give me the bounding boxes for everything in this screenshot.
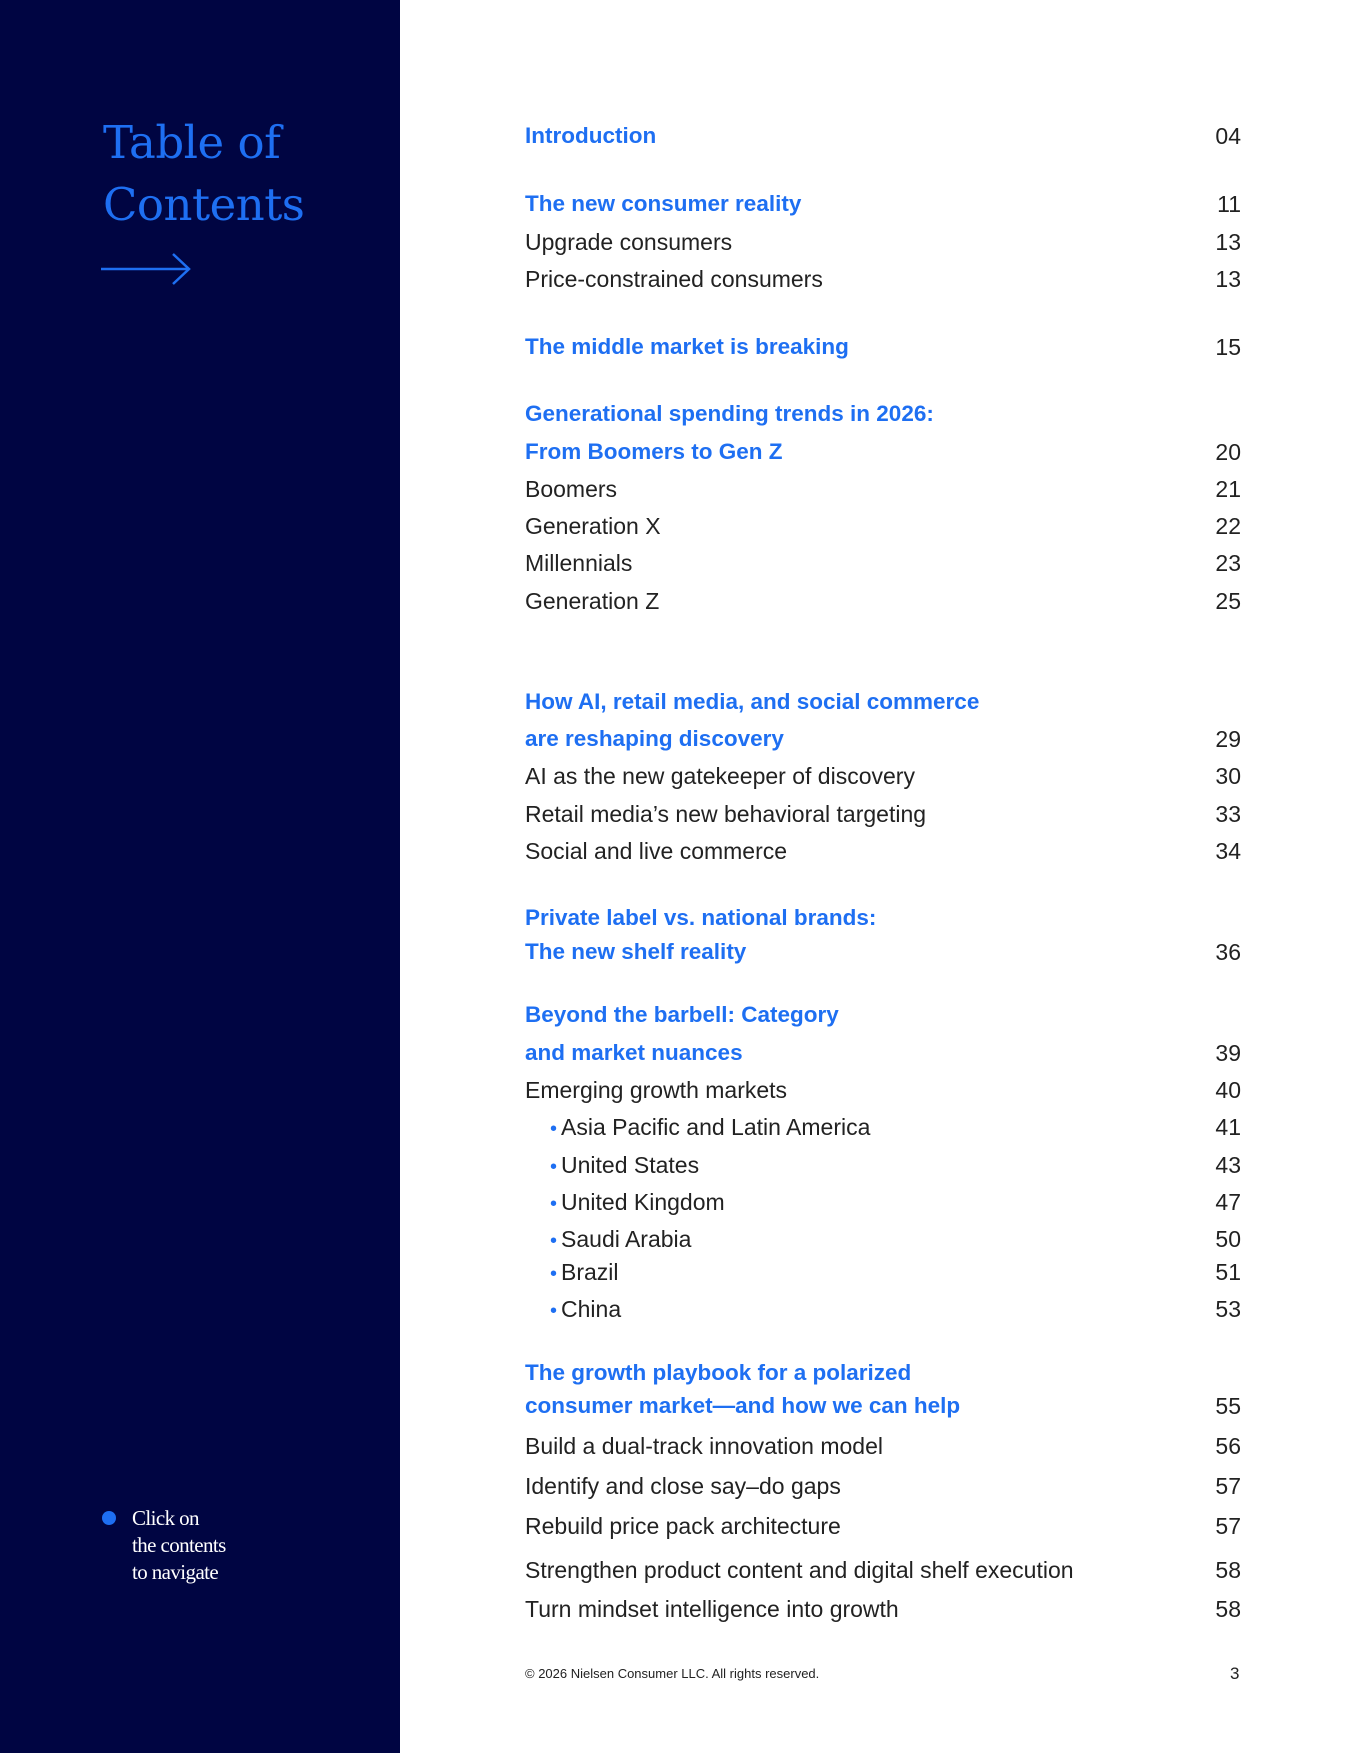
title-line-2: Contents	[103, 178, 305, 231]
toc-link-growth-playbook[interactable]	[525, 1386, 1241, 1426]
toc-link-generation-z[interactable]	[525, 581, 1241, 621]
toc-link-ai-gatekeeper[interactable]	[525, 756, 1241, 796]
toc-label: Introduction	[525, 123, 657, 148]
toc-label: Price-constrained consumers	[525, 265, 823, 292]
toc-link-dual-track[interactable]	[525, 1426, 1241, 1466]
hint-line-2: the contents	[132, 1533, 226, 1557]
toc-label: United States	[561, 1151, 700, 1178]
toc-link-brazil[interactable]	[525, 1252, 1241, 1292]
toc-label: The new shelf reality	[525, 939, 747, 964]
bullet-icon: •	[550, 1192, 558, 1215]
toc-page: 47	[1215, 1188, 1241, 1215]
toc-page: 15	[1215, 333, 1241, 360]
toc-page: 13	[1215, 228, 1241, 255]
toc-page: 41	[1215, 1113, 1241, 1140]
toc-link-mindset-intelligence[interactable]	[525, 1589, 1241, 1629]
bullet-icon: •	[550, 1117, 558, 1140]
toc-page: 57	[1215, 1512, 1241, 1539]
toc-label: are reshaping discovery	[525, 726, 784, 751]
toc-link-china[interactable]	[525, 1289, 1241, 1329]
toc-label: Generational spending trends in 2026:	[525, 401, 934, 426]
bullet-icon: •	[550, 1299, 558, 1322]
toc-label: Emerging growth markets	[525, 1076, 788, 1103]
toc-page: 11	[1217, 190, 1241, 217]
toc-page: 58	[1215, 1595, 1241, 1622]
toc-page: 23	[1215, 549, 1241, 576]
toc-label: China	[561, 1295, 622, 1322]
toc-link-retail-media[interactable]	[525, 794, 1241, 834]
page-number: 3	[1230, 1664, 1240, 1683]
toc-page: 58	[1215, 1556, 1241, 1583]
toc-link-millennials[interactable]	[525, 543, 1241, 583]
toc-page: 55	[1215, 1392, 1241, 1419]
toc-label: Social and live commerce	[525, 837, 788, 864]
toc-link-asia-pacific[interactable]	[525, 1107, 1241, 1147]
toc-link-say-do-gaps[interactable]	[525, 1466, 1241, 1506]
toc-page: 22	[1215, 512, 1241, 539]
toc-page: 34	[1215, 837, 1241, 864]
copyright-notice: © 2026 Nielsen Consumer LLC. All rights reserved.	[525, 1666, 820, 1681]
toc-link-ai-retail[interactable]	[525, 719, 1241, 759]
toc-link-barbell[interactable]	[525, 1033, 1241, 1073]
toc-page: 39	[1215, 1039, 1241, 1066]
toc-link-new-consumer-reality[interactable]	[525, 184, 1241, 224]
toc-page: 21	[1215, 475, 1241, 502]
toc-label: Identify and close say–do gaps	[525, 1472, 841, 1499]
toc-page: 20	[1215, 438, 1241, 465]
toc-page: 04	[1215, 122, 1241, 149]
toc-label: From Boomers to Gen Z	[525, 439, 783, 464]
toc-label: Generation Z	[525, 587, 660, 614]
toc-label: and market nuances	[525, 1040, 743, 1065]
toc-label: Beyond the barbell: Category	[525, 1002, 839, 1027]
toc-label: The new consumer reality	[525, 191, 802, 216]
toc-link-emerging-markets[interactable]	[525, 1070, 1241, 1110]
toc-label: AI as the new gatekeeper of discovery	[525, 762, 915, 789]
bullet-icon: •	[550, 1229, 558, 1252]
toc-label: Strengthen product content and digital shelf execution	[525, 1556, 1074, 1583]
toc-link-united-kingdom[interactable]	[525, 1182, 1241, 1222]
toc-link-introduction[interactable]	[525, 116, 1241, 156]
toc-label: The middle market is breaking	[525, 334, 849, 359]
toc-page: 57	[1215, 1472, 1241, 1499]
toc-link-middle-market[interactable]	[525, 327, 1241, 367]
toc-label: Brazil	[561, 1258, 619, 1285]
toc-page: 53	[1215, 1295, 1241, 1322]
hint-line-1: Click on	[132, 1506, 199, 1530]
toc-link-boomers[interactable]	[525, 469, 1241, 509]
toc-page: 43	[1215, 1151, 1241, 1178]
toc-page: 56	[1215, 1432, 1241, 1459]
bullet-icon: •	[550, 1155, 558, 1178]
toc-link-ai-retail-line-1[interactable]	[525, 682, 1241, 722]
toc-link-price-constrained-consumers[interactable]	[525, 259, 1241, 299]
toc-link-private-label[interactable]	[525, 932, 1241, 972]
toc-page: 30	[1215, 762, 1241, 789]
toc-link-social-commerce[interactable]	[525, 831, 1241, 871]
toc-label: Retail media’s new behavioral targeting	[525, 800, 927, 827]
toc-page: 51	[1215, 1258, 1241, 1285]
toc-label: How AI, retail media, and social commerce	[525, 689, 980, 714]
toc-label: Boomers	[525, 475, 618, 502]
toc-label: Millennials	[525, 549, 633, 576]
toc-link-product-content[interactable]	[525, 1550, 1241, 1590]
toc-label: Saudi Arabia	[561, 1225, 692, 1252]
toc-label: Rebuild price pack architecture	[525, 1512, 841, 1539]
toc-label: Build a dual-track innovation model	[525, 1432, 883, 1459]
toc-link-generational-line-1[interactable]	[525, 394, 1241, 434]
toc-label: United Kingdom	[561, 1188, 725, 1215]
toc-page: 36	[1215, 938, 1241, 965]
hint-line-3: to navigate	[132, 1560, 219, 1584]
toc-page: 50	[1215, 1225, 1241, 1252]
toc-page: 33	[1215, 800, 1241, 827]
bullet-icon: •	[550, 1262, 558, 1285]
title-line-1: Table of	[103, 116, 281, 169]
toc-link-generational[interactable]	[525, 432, 1241, 472]
toc-link-upgrade-consumers[interactable]	[525, 222, 1241, 262]
toc-page: 29	[1215, 725, 1241, 752]
toc-label: Turn mindset intelligence into growth	[525, 1595, 899, 1622]
toc-label: The growth playbook for a polarized	[525, 1360, 912, 1385]
toc-label: Generation X	[525, 512, 661, 539]
toc-link-price-pack[interactable]	[525, 1506, 1241, 1546]
toc-label: Upgrade consumers	[525, 228, 733, 255]
toc-link-barbell-line-1[interactable]	[525, 995, 1241, 1035]
toc-link-united-states[interactable]	[525, 1145, 1241, 1185]
toc-label: Asia Pacific and Latin America	[561, 1113, 871, 1140]
toc-page: 13	[1215, 265, 1241, 292]
toc-label: consumer market—and how we can help	[525, 1393, 961, 1418]
toc-label: Private label vs. national brands:	[525, 905, 877, 930]
toc-page: 25	[1215, 587, 1241, 614]
toc-link-generation-x[interactable]	[525, 506, 1241, 546]
toc-page: 40	[1215, 1076, 1241, 1103]
